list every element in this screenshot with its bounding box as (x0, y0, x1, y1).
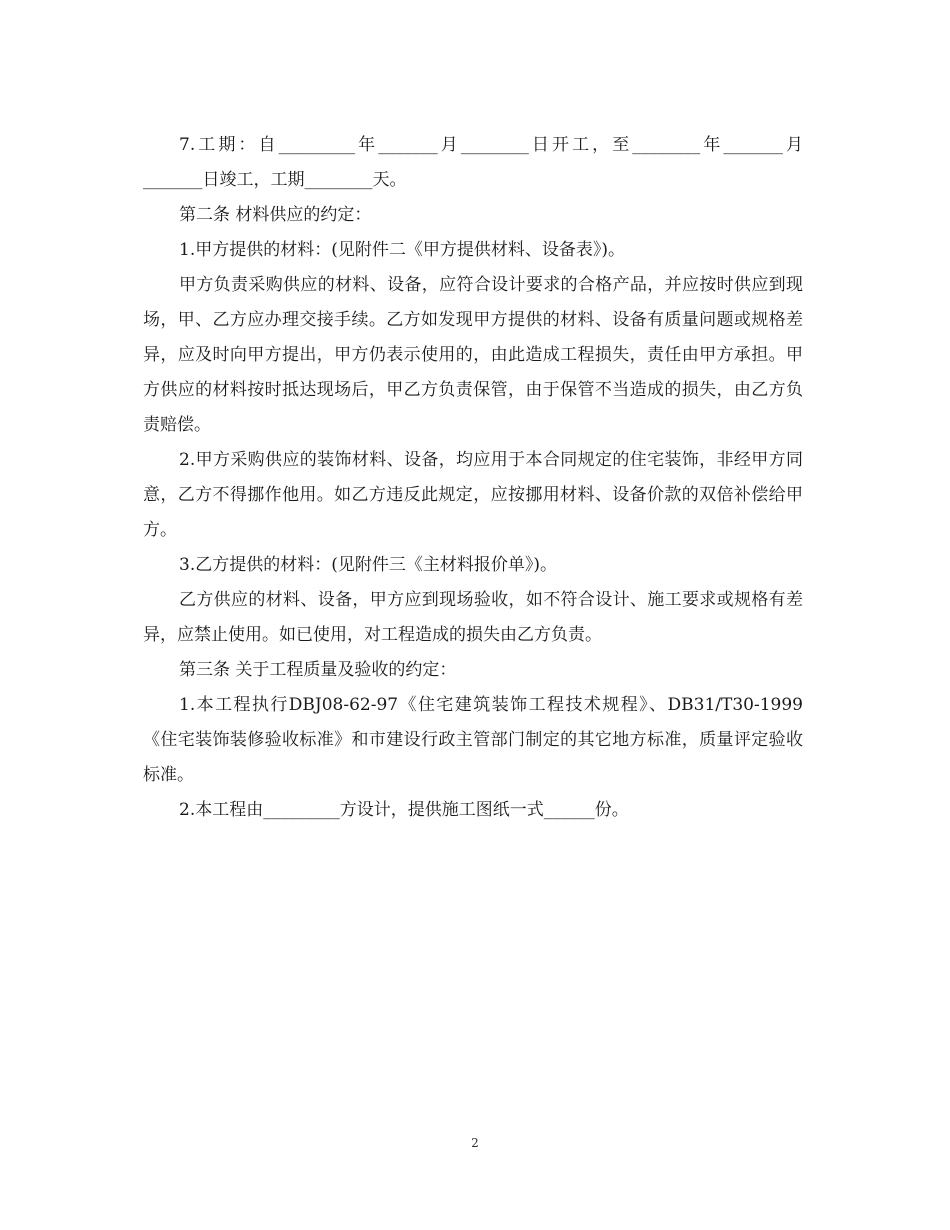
paragraph-party-a-materials: 1.甲方提供的材料：(见附件二《甲方提供材料、设备表》)。 (179, 240, 625, 260)
page-number: 2 (471, 1136, 479, 1150)
paragraph-design-drawings: 2.本工程由_________方设计，提供施工图纸一式______份。 (179, 800, 629, 820)
paragraph-party-b-materials: 3.乙方提供的材料：(见附件三《主材料报价单》)。 (179, 555, 557, 575)
paragraph-standards: 1.本工程执行DBJ08-62-97《住宅建筑装饰工程技术规程》、DB31/T30-1999《住宅装饰装修验收标准》和市建设行政主管部门制定的其它地方标准，质量评定验收标准。 (143, 695, 803, 785)
paragraph-construction-period: 7.工期：自_________年_______月________日开工，至________年_______月_______日竣工，工期________天。 (143, 135, 803, 190)
paragraph-party-b-acceptance: 乙方供应的材料、设备，甲方应到现场验收，如不符合设计、施工要求或规格有差异，应禁止使用。如已使用，对工程造成的损失由乙方负责。 (143, 590, 803, 645)
document-body (143, 128, 803, 828)
paragraph-materials-usage: 2.甲方采购供应的装饰材料、设备，均应用于本合同规定的住宅装饰，非经甲方同意，乙方不得挪作他用。如乙方违反此规定，应按挪用材料、设备价款的双倍补偿给甲方。 (143, 450, 803, 540)
paragraph-party-a-responsibility: 甲方负责采购供应的材料、设备，应符合设计要求的合格产品，并应按时供应到现场，甲、乙方应办理交接手续。乙方如发现甲方提供的材料、设备有质量问题或规格差异，应及时向甲方提出，甲方仍表示使用的，由此造成工程损失，责任由甲方承担。甲方供应的材料按时抵达现场后，甲乙方负责保管，由于保管不当造成的损失，由乙方负责赔偿。 (143, 275, 803, 435)
heading-article-2: 第二条 材料供应的约定： (179, 205, 372, 225)
heading-article-3: 第三条 关于工程质量及验收的约定： (179, 660, 457, 680)
